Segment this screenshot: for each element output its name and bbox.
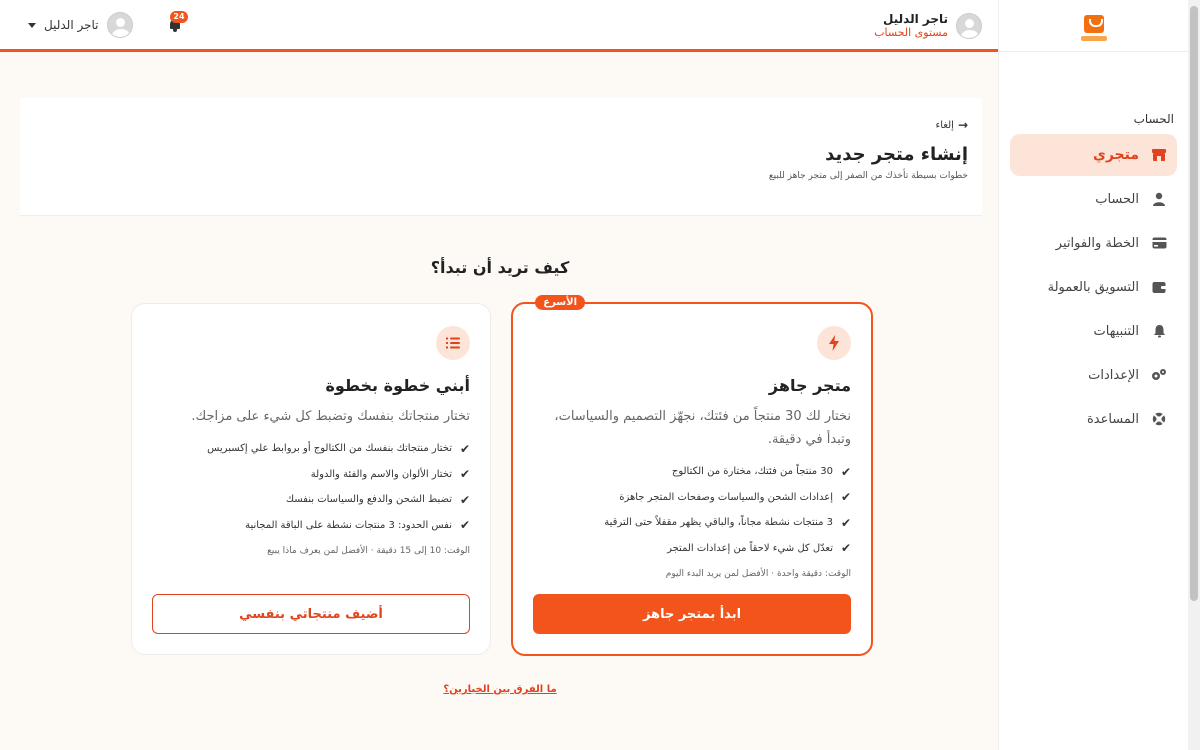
gears-icon: [1151, 367, 1167, 383]
user-avatar: [956, 13, 982, 39]
check-icon: ✔: [459, 492, 470, 507]
check-icon: ✔: [840, 541, 851, 556]
user-dropdown[interactable]: [28, 12, 133, 38]
user-dropdown-name: تاجر الدليل: [44, 18, 99, 32]
feature-text: إعدادات الشحن والسياسات وصفحات المتجر جاهزة: [619, 491, 833, 503]
scrollbar-thumb[interactable]: [1190, 6, 1198, 601]
logo-icon: [1081, 11, 1107, 41]
bell-icon: [1151, 323, 1167, 339]
sidebar-section-title: الحساب: [1133, 112, 1174, 126]
feature-list: [152, 436, 470, 538]
arrow-right-icon: →: [957, 118, 968, 132]
sidebar-item-my-store[interactable]: [1010, 134, 1177, 176]
time-note: الوقت: دقيقة واحدة · الأفضل لمن يريد البدء اليوم: [665, 569, 851, 579]
feature-item: [533, 459, 851, 485]
feature-text: 30 منتجاً من فئتك، مختارة من الكتالوج: [671, 466, 833, 478]
sidebar-item-label: الخطة والفواتير: [1055, 235, 1139, 251]
credit-card-icon: [1151, 235, 1167, 251]
page-scrollbar[interactable]: [1188, 0, 1200, 750]
brand-logo[interactable]: [999, 0, 1188, 52]
sidebar-item-help[interactable]: [1010, 398, 1177, 440]
sidebar-item-affiliate[interactable]: [1010, 266, 1177, 308]
check-icon: ✔: [840, 515, 851, 530]
sidebar-item-label: التسويق بالعمولة: [1047, 279, 1139, 295]
feature-text: تختار منتجاتك بنفسك من الكتالوج أو بروابط علي إكسبريس: [207, 443, 452, 455]
page-subtitle: خطوات بسيطة تأخذك من الصفر إلى متجر جاهز للبيع: [768, 171, 968, 181]
lifebuoy-icon: [1151, 411, 1167, 427]
check-icon: ✔: [459, 467, 470, 482]
sidebar-item-label: متجري: [1092, 147, 1139, 163]
check-icon: ✔: [840, 490, 851, 505]
sidebar-item-settings[interactable]: [1010, 354, 1177, 396]
user-avatar-small: [107, 12, 133, 38]
start-ready-store-button[interactable]: ابدأ بمتجر جاهز: [533, 594, 851, 634]
add-products-myself-button[interactable]: أضيف منتجاتي بنفسي: [152, 594, 470, 634]
feature-item: [152, 436, 470, 462]
sidebar-item-account[interactable]: [1010, 178, 1177, 220]
option-title: متجر جاهز: [768, 376, 851, 395]
fastest-badge: الأسرع: [535, 295, 585, 310]
list-icon: [436, 326, 470, 360]
feature-item: [152, 462, 470, 488]
feature-text: تعدّل كل شيء لاحقاً من إعدادات المتجر: [667, 542, 833, 554]
option-manual-build-card[interactable]: [131, 303, 491, 655]
page-header: [20, 98, 982, 216]
lightning-bolt-icon: [817, 326, 851, 360]
store-icon: [1151, 147, 1167, 163]
option-title: أبني خطوة بخطوة: [325, 376, 470, 395]
feature-text: تختار الألوان والاسم والفئة والدولة: [310, 468, 452, 480]
feature-item: [533, 510, 851, 536]
feature-text: تضبط الشحن والدفع والسياسات بنفسك: [285, 494, 452, 506]
check-icon: ✔: [459, 441, 470, 456]
page-title: إنشاء متجر جديد: [825, 144, 968, 165]
cancel-label: إلغاء: [935, 119, 954, 131]
option-ready-store-card[interactable]: [511, 297, 873, 656]
feature-item: [152, 487, 470, 513]
sidebar-item-label: الإعدادات: [1088, 367, 1139, 383]
feature-item: [152, 513, 470, 539]
start-question-heading: كيف تريد أن تبدأ؟: [430, 258, 570, 277]
check-icon: ✔: [840, 464, 851, 479]
option-description: تختار منتجاتك بنفسك وتضبط كل شيء على مزاجك.: [191, 409, 470, 424]
feature-text: 3 منتجات نشطة مجاناً، والباقي يظهر مقفلاً حتى الترقية: [604, 517, 833, 529]
chevron-down-icon: [28, 23, 36, 28]
account-menu[interactable]: [874, 12, 982, 40]
sidebar-item-label: المساعدة: [1086, 411, 1139, 427]
feature-item: [533, 536, 851, 562]
sidebar-item-label: الحساب: [1095, 191, 1139, 207]
feature-item: [533, 485, 851, 511]
option-description: نختار لك 30 منتجاً من فئتك، نجهّز التصميم والسياسات، وتبدأ في دقيقة.: [554, 409, 851, 447]
wallet-icon: [1151, 279, 1167, 295]
feature-text: نفس الحدود: 3 منتجات نشطة على الباقة المجانية: [245, 519, 452, 531]
check-icon: ✔: [459, 518, 470, 533]
top-bar: [0, 0, 1002, 52]
user-name: تاجر الدليل: [883, 12, 948, 26]
difference-link[interactable]: ما الفرق بين الخيارين؟: [443, 684, 557, 695]
cancel-link[interactable]: [20, 118, 968, 132]
account-level: مستوى الحساب: [874, 26, 948, 39]
user-icon: [1151, 191, 1167, 207]
sidebar-item-notifications[interactable]: [1010, 310, 1177, 352]
sidebar-item-billing[interactable]: [1010, 222, 1177, 264]
sidebar: [998, 0, 1188, 750]
notification-count-badge: 24: [170, 11, 188, 23]
time-note: الوقت: 10 إلى 15 دقيقة · الأفضل لمن يعرف ماذا يبيع: [267, 546, 470, 556]
sidebar-item-label: التنبيهات: [1093, 323, 1139, 339]
feature-list: [533, 459, 851, 561]
